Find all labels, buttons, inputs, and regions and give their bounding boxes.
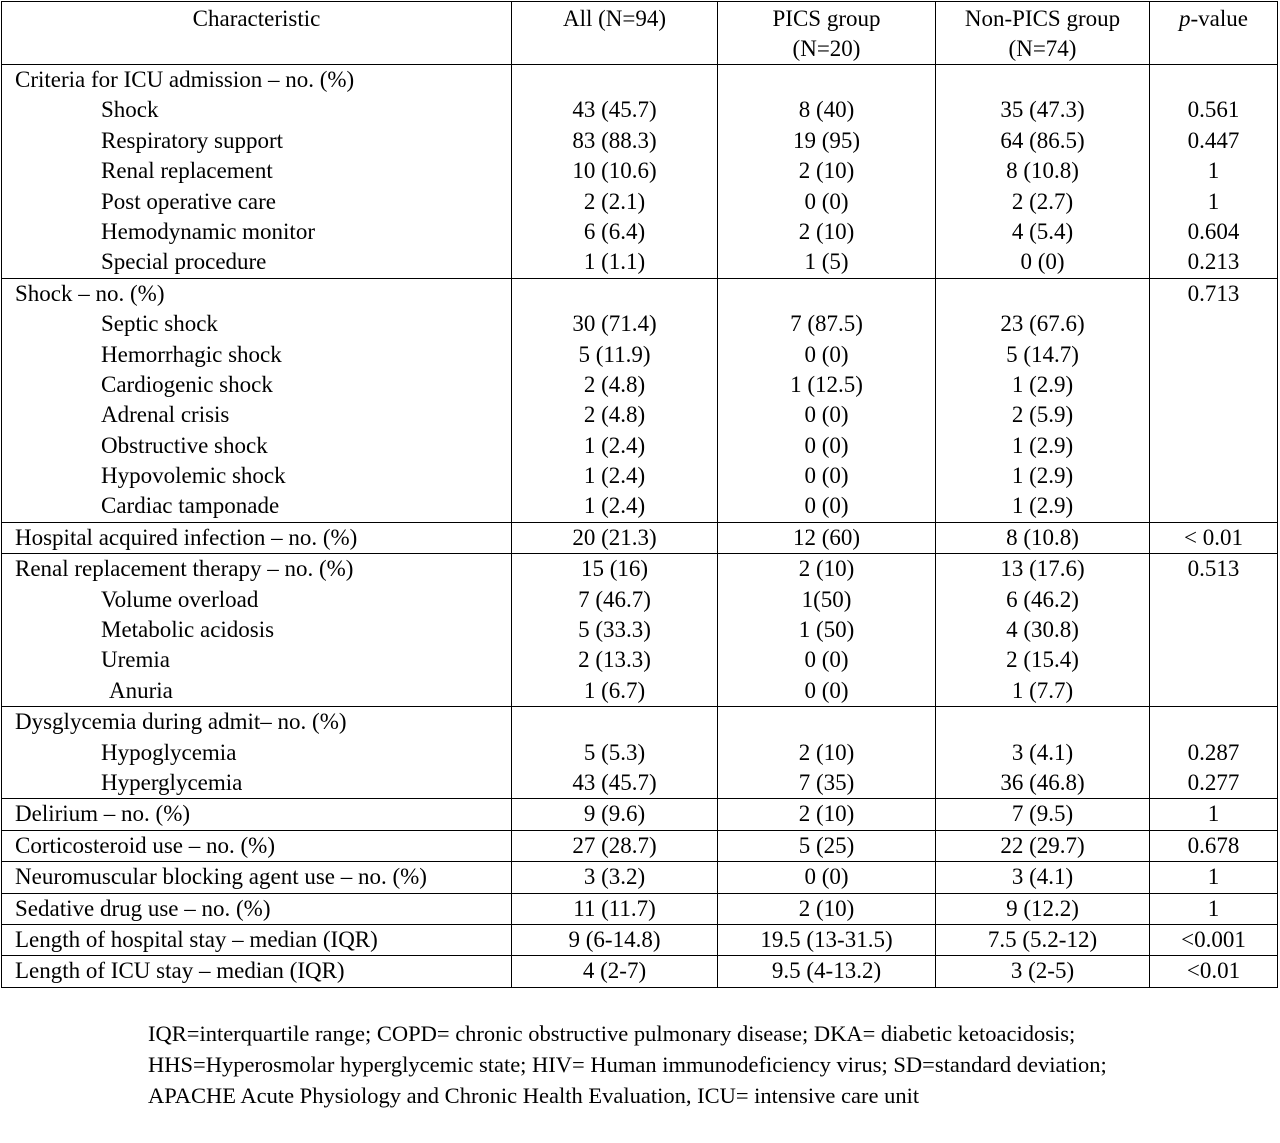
- sub-item-value: 23 (67.6): [1000, 311, 1085, 337]
- sub-item-label: Cardiogenic shock: [101, 371, 273, 397]
- pics-cell: [718, 924, 936, 955]
- section-value: 4 (2-7): [582, 958, 647, 984]
- p-value-cell: [1150, 924, 1278, 955]
- sub-item-value: [1150, 309, 1277, 339]
- sub-item-value: 1 (12.5): [790, 371, 863, 397]
- section-value: [718, 279, 935, 309]
- non-pics-cell: [936, 830, 1150, 861]
- section-value: [936, 65, 1149, 95]
- sub-item-value: 2 (10): [798, 739, 855, 765]
- sub-item-value: [1150, 491, 1277, 521]
- characteristic-cell: [2, 956, 512, 987]
- non-pics-cell: [936, 65, 1150, 279]
- table-footnote: IQR=interquartile range; COPD= chronic obstructive pulmonary disease; DKA= diabetic ketoacidosis; HHS=Hyperosmolar hyperglycemic state; HIV= Human immunodeficiency virus; SD=standard deviation; APACHE Acute Physiology and Chronic Health Evaluation, ICU= intensive care unit: [148, 1021, 1107, 1108]
- p-value-cell: [1150, 522, 1278, 553]
- sub-item-label: Post operative care: [101, 188, 276, 214]
- table-row: [2, 956, 1278, 987]
- characteristic-cell: [2, 554, 512, 707]
- p-suffix: -value: [1190, 6, 1248, 31]
- p-value-cell: [1150, 862, 1278, 893]
- sub-item-value: 1: [1207, 158, 1220, 184]
- section-value: 1: [1207, 864, 1220, 890]
- section-title: Renal replacement therapy – no. (%): [15, 556, 354, 582]
- sub-item-value: 5 (14.7): [1006, 341, 1079, 367]
- table-row: [2, 707, 1278, 799]
- sub-item-value: 1(50): [801, 586, 852, 612]
- sub-item-value: 4 (30.8): [1006, 617, 1079, 643]
- sub-item-value: 6 (46.2): [1006, 586, 1079, 612]
- non-pics-cell: [936, 707, 1150, 799]
- section-value: 7 (9.5): [1011, 801, 1074, 827]
- p-value-cell: [1150, 707, 1278, 799]
- sub-item-value: 43 (45.7): [572, 97, 657, 123]
- section-value: 1: [1207, 801, 1220, 827]
- section-value: [1150, 707, 1277, 737]
- section-value: 9 (6-14.8): [568, 926, 661, 952]
- table-row: [2, 522, 1278, 553]
- sub-item-value: 0.213: [1187, 249, 1240, 275]
- all-cell: [512, 956, 718, 987]
- characteristic-cell: [2, 65, 512, 279]
- sub-item-value: 0.277: [1187, 769, 1240, 795]
- sub-item-value: 1 (50): [798, 617, 855, 643]
- section-value: 15 (16): [580, 556, 649, 582]
- sub-item-value: 0 (0): [804, 188, 849, 214]
- sub-item-value: 7 (87.5): [790, 311, 863, 337]
- section-value: [936, 707, 1149, 737]
- sub-item-label: Metabolic acidosis: [101, 617, 275, 643]
- section-title: Corticosteroid use – no. (%): [15, 832, 275, 858]
- non-pics-cell: [936, 893, 1150, 924]
- section-value: [936, 279, 1149, 309]
- sub-item-value: 5 (33.3): [578, 617, 651, 643]
- p-value-cell: [1150, 799, 1278, 830]
- characteristic-cell: [2, 862, 512, 893]
- pics-cell: [718, 830, 936, 861]
- sub-item-value: 1 (7.7): [1011, 677, 1074, 703]
- sub-item-value: [1150, 431, 1277, 461]
- sub-item-value: 2 (13.3): [578, 647, 651, 673]
- table-row: [2, 799, 1278, 830]
- section-title: Sedative drug use – no. (%): [15, 895, 271, 921]
- pics-cell: [718, 554, 936, 707]
- pics-cell: [718, 65, 936, 279]
- section-value: 8 (10.8): [1006, 524, 1079, 550]
- section-value: 0.713: [1187, 280, 1240, 306]
- characteristic-cell: [2, 830, 512, 861]
- sub-item-value: 2 (5.9): [1011, 402, 1074, 428]
- p-value-cell: [1150, 830, 1278, 861]
- sub-item-label: Hypoglycemia: [101, 739, 237, 765]
- sub-item-label: Hemorrhagic shock: [101, 341, 282, 367]
- section-value: 2 (10): [798, 801, 855, 827]
- sub-item-value: 2 (4.8): [583, 402, 646, 428]
- sub-item-label: Volume overload: [101, 586, 259, 612]
- sub-item-value: 0 (0): [804, 402, 849, 428]
- section-value: < 0.01: [1184, 524, 1243, 550]
- all-cell: [512, 278, 718, 522]
- sub-item-value: 83 (88.3): [572, 127, 657, 153]
- section-value: [512, 279, 717, 309]
- all-cell: [512, 707, 718, 799]
- section-value: 9 (9.6): [583, 801, 646, 827]
- section-value: 5 (25): [798, 832, 855, 858]
- table-row: [2, 924, 1278, 955]
- sub-item-value: 1 (6.7): [583, 677, 646, 703]
- section-value: 9.5 (4-13.2): [771, 958, 882, 984]
- non-pics-cell: [936, 554, 1150, 707]
- sub-item-label: Anuria: [109, 677, 173, 703]
- sub-item-label: Adrenal crisis: [101, 402, 230, 428]
- p-value-cell: [1150, 893, 1278, 924]
- sub-item-value: 2 (15.4): [1006, 647, 1079, 673]
- characteristic-cell: [2, 924, 512, 955]
- sub-item-value: 0 (0): [804, 341, 849, 367]
- section-title: Shock – no. (%): [15, 280, 165, 306]
- section-value: 2 (10): [798, 895, 855, 921]
- sub-item-value: 1: [1207, 188, 1220, 214]
- all-cell: [512, 862, 718, 893]
- section-title: Dysglycemia during admit– no. (%): [15, 709, 347, 735]
- sub-item-value: 7 (35): [798, 769, 855, 795]
- pics-cell: [718, 522, 936, 553]
- sub-item-value: 2 (10): [798, 218, 855, 244]
- sub-item-value: [1150, 340, 1277, 370]
- section-title: Neuromuscular blocking agent use – no. (%): [15, 864, 427, 890]
- header-pics-group: PICS group (N=20): [718, 2, 936, 65]
- section-title: Length of hospital stay – median (IQR): [15, 926, 378, 952]
- header-all: All (N=94): [512, 2, 718, 65]
- sub-item-value: 0 (0): [804, 432, 849, 458]
- sub-item-value: 7 (46.7): [578, 586, 651, 612]
- header-characteristic: Characteristic: [2, 2, 512, 65]
- characteristic-cell: [2, 707, 512, 799]
- non-pics-cell: [936, 278, 1150, 522]
- sub-item-value: 0 (0): [1020, 249, 1065, 275]
- sub-item-value: 35 (47.3): [1000, 97, 1085, 123]
- table-row: [2, 830, 1278, 861]
- table-row: [2, 862, 1278, 893]
- all-cell: [512, 799, 718, 830]
- non-pics-cell: [936, 924, 1150, 955]
- sub-item-value: 5 (11.9): [578, 341, 651, 367]
- sub-item-value: [1150, 615, 1277, 645]
- non-pics-cell: [936, 799, 1150, 830]
- sub-item-value: 0 (0): [804, 463, 849, 489]
- section-value: <0.001: [1181, 926, 1246, 952]
- table-row: [2, 554, 1278, 707]
- section-value: 20 (21.3): [572, 524, 657, 550]
- sub-item-value: 2 (2.7): [1011, 188, 1074, 214]
- pics-cell: [718, 707, 936, 799]
- sub-item-label: Special procedure: [101, 249, 267, 275]
- pics-cell: [718, 956, 936, 987]
- section-value: 1: [1207, 895, 1220, 921]
- sub-item-value: 6 (6.4): [583, 218, 646, 244]
- sub-item-label: Septic shock: [101, 311, 218, 337]
- p-italic: p: [1179, 6, 1191, 31]
- p-value-cell: [1150, 554, 1278, 707]
- sub-item-value: 36 (46.8): [1000, 769, 1085, 795]
- section-title: Hospital acquired infection – no. (%): [15, 524, 358, 550]
- sub-item-value: 1 (2.9): [1011, 463, 1074, 489]
- sub-item-value: 43 (45.7): [572, 769, 657, 795]
- sub-item-label: Cardiac tamponade: [101, 493, 280, 519]
- table-row: [2, 893, 1278, 924]
- all-cell: [512, 893, 718, 924]
- all-cell: [512, 924, 718, 955]
- sub-item-value: 5 (5.3): [583, 739, 646, 765]
- sub-item-value: 30 (71.4): [572, 311, 657, 337]
- clinical-characteristics-table: [1, 1, 1278, 988]
- section-value: [718, 707, 935, 737]
- sub-item-label: Obstructive shock: [101, 432, 268, 458]
- section-value: 0.678: [1187, 832, 1240, 858]
- section-value: 3 (2-5): [1010, 958, 1075, 984]
- section-value: 2 (10): [798, 556, 855, 582]
- section-value: 22 (29.7): [1000, 832, 1085, 858]
- table-body: [2, 65, 1278, 988]
- sub-item-value: 10 (10.6): [572, 158, 657, 184]
- all-cell: [512, 554, 718, 707]
- section-value: <0.01: [1186, 958, 1241, 984]
- table-row: [2, 278, 1278, 522]
- section-value: [512, 65, 717, 95]
- sub-item-label: Respiratory support: [101, 127, 284, 153]
- characteristic-cell: [2, 893, 512, 924]
- sub-item-value: 8 (40): [798, 97, 855, 123]
- sub-item-value: 1 (2.9): [1011, 493, 1074, 519]
- p-value-cell: [1150, 278, 1278, 522]
- sub-item-value: 0 (0): [804, 493, 849, 519]
- sub-item-value: 0 (0): [804, 647, 849, 673]
- p-value-cell: [1150, 65, 1278, 279]
- sub-item-value: 8 (10.8): [1006, 158, 1079, 184]
- section-value: [1150, 65, 1277, 95]
- section-value: [512, 707, 717, 737]
- section-value: 12 (60): [792, 524, 861, 550]
- characteristic-cell: [2, 278, 512, 522]
- sub-item-value: 1 (2.4): [583, 432, 646, 458]
- sub-item-value: [1150, 585, 1277, 615]
- pics-cell: [718, 799, 936, 830]
- section-value: 13 (17.6): [1000, 556, 1085, 582]
- sub-item-value: 1 (5): [804, 249, 849, 275]
- header-p-value: [1150, 2, 1278, 65]
- section-value: 3 (4.1): [1011, 864, 1074, 890]
- table-header-row: [2, 2, 1278, 65]
- sub-item-value: 2 (4.8): [583, 371, 646, 397]
- sub-item-label: Hyperglycemia: [101, 769, 243, 795]
- sub-item-value: 2 (10): [798, 158, 855, 184]
- pics-cell: [718, 278, 936, 522]
- sub-item-value: 4 (5.4): [1011, 218, 1074, 244]
- characteristic-cell: [2, 799, 512, 830]
- sub-item-value: 0 (0): [804, 677, 849, 703]
- sub-item-value: 1 (2.9): [1011, 432, 1074, 458]
- sub-item-value: 3 (4.1): [1011, 739, 1074, 765]
- table-row: [2, 65, 1278, 279]
- sub-item-value: 0.561: [1187, 97, 1240, 123]
- all-cell: [512, 522, 718, 553]
- section-value: [718, 65, 935, 95]
- section-value: 11 (11.7): [573, 895, 656, 921]
- sub-item-value: 0.447: [1187, 127, 1240, 153]
- pics-cell: [718, 862, 936, 893]
- sub-item-value: [1150, 676, 1277, 706]
- sub-item-value: 2 (2.1): [583, 188, 646, 214]
- sub-item-value: 0.604: [1187, 218, 1240, 244]
- header-non-pics-group: Non-PICS group (N=74): [936, 2, 1150, 65]
- sub-item-label: Shock: [101, 97, 159, 123]
- non-pics-cell: [936, 956, 1150, 987]
- sub-item-value: 1 (2.4): [583, 463, 646, 489]
- sub-item-value: 1 (2.4): [583, 493, 646, 519]
- sub-item-label: Hypovolemic shock: [101, 463, 286, 489]
- sub-item-value: 1 (2.9): [1011, 371, 1074, 397]
- sub-item-value: 0.287: [1187, 739, 1240, 765]
- sub-item-value: 1 (1.1): [583, 249, 646, 275]
- sub-item-label: Renal replacement: [101, 158, 273, 184]
- non-pics-cell: [936, 522, 1150, 553]
- sub-item-value: [1150, 645, 1277, 675]
- all-cell: [512, 830, 718, 861]
- section-title: Delirium – no. (%): [15, 801, 191, 827]
- sub-item-label: Hemodynamic monitor: [101, 218, 315, 244]
- section-title: Length of ICU stay – median (IQR): [15, 958, 345, 984]
- p-value-cell: [1150, 956, 1278, 987]
- section-value: 3 (3.2): [583, 864, 646, 890]
- section-value: 0.513: [1187, 556, 1240, 582]
- sub-item-value: 19 (95): [792, 127, 861, 153]
- sub-item-value: 64 (86.5): [1000, 127, 1085, 153]
- sub-item-label: Uremia: [101, 647, 170, 673]
- section-value: 7.5 (5.2-12): [987, 926, 1098, 952]
- section-value: 9 (12.2): [1006, 895, 1079, 921]
- characteristic-cell: [2, 522, 512, 553]
- sub-item-value: [1150, 461, 1277, 491]
- pics-cell: [718, 893, 936, 924]
- section-value: 0 (0): [804, 864, 849, 890]
- section-value: 19.5 (13-31.5): [760, 926, 893, 952]
- all-cell: [512, 65, 718, 279]
- section-title: Criteria for ICU admission – no. (%): [15, 67, 355, 92]
- sub-item-value: [1150, 370, 1277, 400]
- sub-item-value: [1150, 400, 1277, 430]
- non-pics-cell: [936, 862, 1150, 893]
- section-value: 27 (28.7): [572, 832, 657, 858]
